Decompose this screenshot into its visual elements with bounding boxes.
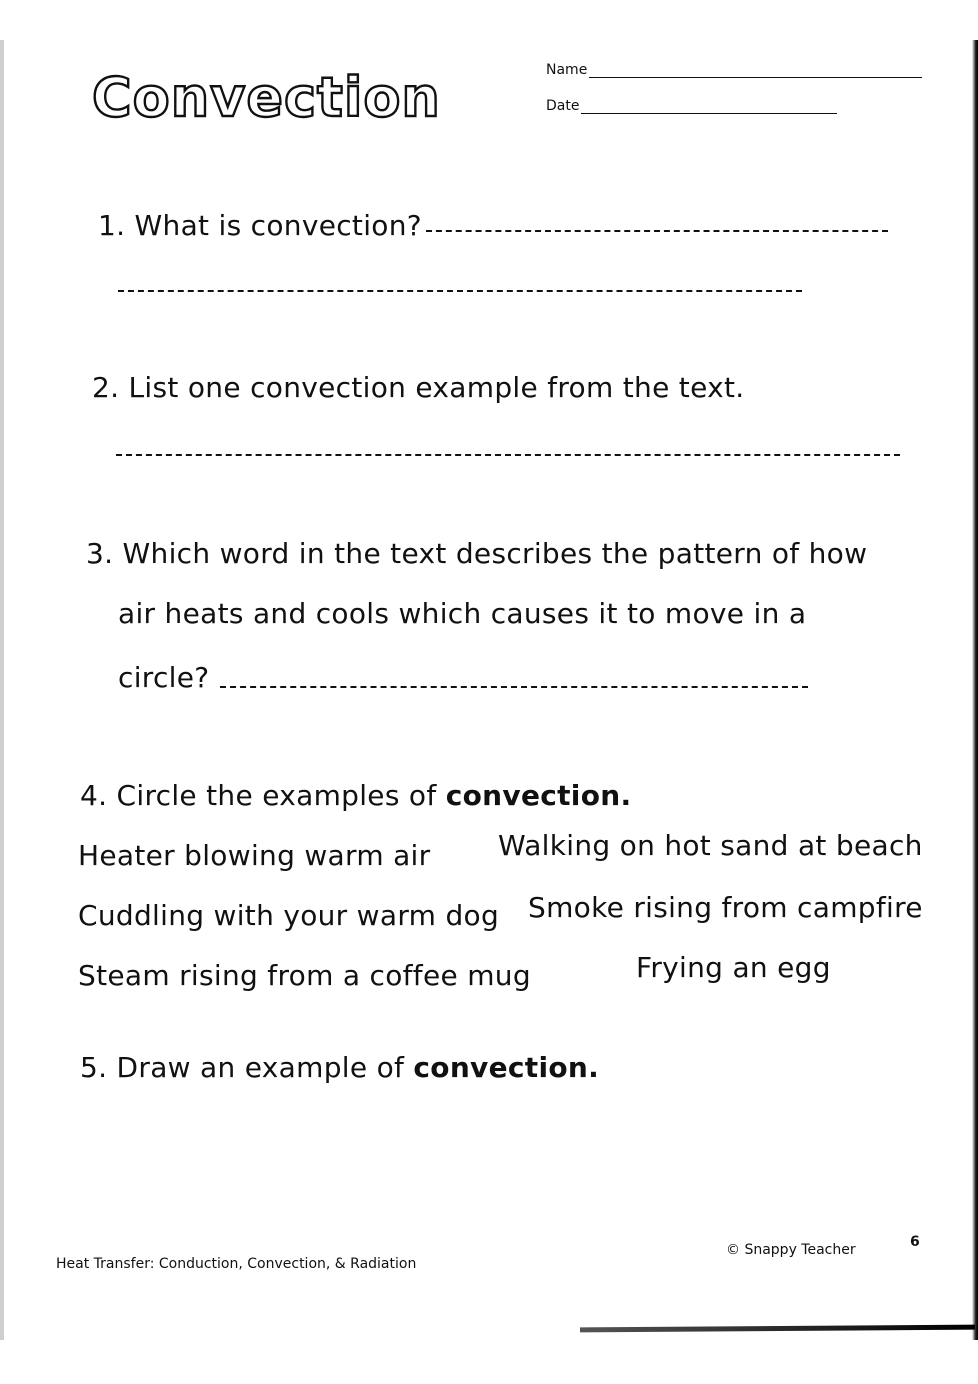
drawing-area[interactable] xyxy=(80,1100,920,1220)
example-option[interactable]: Smoke rising from campfire xyxy=(528,891,923,924)
name-label: Name xyxy=(546,62,588,78)
question-5 xyxy=(80,1051,600,1084)
question-3 xyxy=(86,537,868,570)
question-emphasis: convection. xyxy=(445,779,632,812)
scan-edge-left xyxy=(0,40,4,1340)
scan-edge-right xyxy=(972,40,978,1340)
question-number: 5. xyxy=(80,1051,108,1084)
answer-line[interactable] xyxy=(426,230,888,232)
question-3-line-3: circle? xyxy=(118,661,210,694)
example-option[interactable]: Frying an egg xyxy=(636,951,831,984)
copyright: © Snappy Teacher xyxy=(726,1242,856,1258)
question-1 xyxy=(98,209,422,242)
question-text: What is convection? xyxy=(134,209,422,242)
name-field[interactable] xyxy=(546,62,922,78)
question-number: 3. xyxy=(86,537,114,570)
example-option[interactable]: Walking on hot sand at beach xyxy=(498,829,923,862)
date-field[interactable] xyxy=(546,98,837,114)
series-title: Heat Transfer: Conduction, Convection, & Radiation xyxy=(56,1256,417,1272)
example-option[interactable]: Heater blowing warm air xyxy=(78,839,431,872)
answer-line[interactable] xyxy=(116,454,900,456)
question-number: 1. xyxy=(98,209,126,242)
page-number: 6 xyxy=(910,1234,920,1250)
answer-line[interactable] xyxy=(220,686,808,688)
question-text: Which word in the text describes the pattern of how xyxy=(122,537,868,570)
example-option[interactable]: Cuddling with your warm dog xyxy=(78,899,500,932)
question-text: Draw an example of xyxy=(116,1051,405,1084)
question-text: Circle the examples of xyxy=(116,779,437,812)
question-4 xyxy=(80,779,632,812)
answer-line[interactable] xyxy=(118,290,802,292)
question-emphasis: convection. xyxy=(413,1051,600,1084)
question-text: List one convection example from the text. xyxy=(128,371,745,404)
question-number: 2. xyxy=(92,371,120,404)
date-label: Date xyxy=(546,98,580,114)
date-line[interactable] xyxy=(581,101,837,114)
bottom-rule xyxy=(580,1325,975,1333)
name-line[interactable] xyxy=(589,65,922,78)
question-3-line-2: air heats and cools which causes it to move in a xyxy=(118,597,807,630)
question-number: 4. xyxy=(80,779,108,812)
question-2 xyxy=(92,371,745,404)
page-title: Convection xyxy=(92,66,441,129)
example-option[interactable]: Steam rising from a coffee mug xyxy=(78,959,531,992)
